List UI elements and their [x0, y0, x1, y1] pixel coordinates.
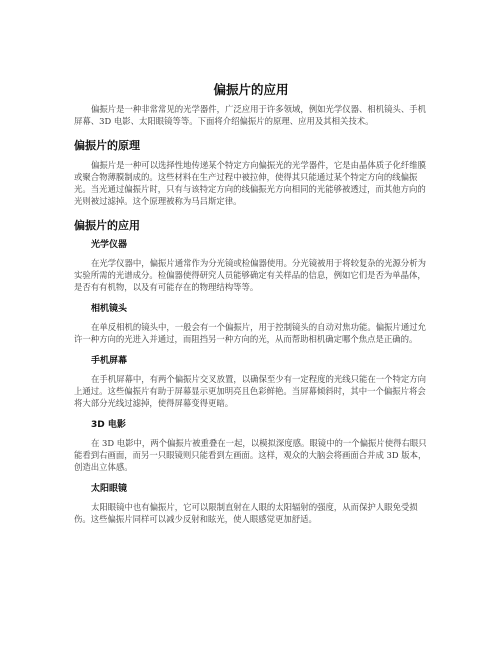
3d-movie-paragraph: 在 3D 电影中，两个偏振片被重叠在一起，以模拟深度感。眼镜中的一个偏振片使得右眼只能看到右画面，而另一只眼镜则只能看到左画面。这样，观众的大脑会将画面合并成 3D 版本，创造出立体感。 [74, 438, 427, 472]
subsection-heading-camera-lens: 相机镜头 [91, 304, 128, 314]
camera-lens-paragraph: 在单反相机的镜头中，一般会有一个偏振片，用于控制镜头的自动对焦功能。偏振片通过允许一种方向的光进入并通过，而阻挡另一种方向的光，从而帮助相机确定哪个焦点是正确的。 [74, 322, 426, 344]
subsection-heading-optical-instruments: 光学仪器 [91, 240, 128, 250]
subsection-heading-phone-screen: 手机屏幕 [91, 356, 128, 366]
sunglasses-paragraph: 太阳眼镜中也有偏振片，它可以限制直射在人眼的太阳辐射的强度，从而保护人眼免受损伤。这些偏振片同样可以减少反射和眩光，使人眼感觉更加舒适。 [74, 502, 418, 524]
section-heading-principle: 偏振片的原理 [74, 139, 140, 152]
section-heading-applications: 偏振片的应用 [74, 219, 140, 232]
document-body [74, 103, 434, 525]
intro-paragraph: 偏振片是一种非常常见的光学器件，广泛应用于许多领域，例如光学仪器、相机镜头、手机屏幕、3D 电影、太阳眼镜等等。下面将介绍偏振片的原理、应用及其相关技术。 [74, 104, 426, 126]
subsection-heading-sunglasses: 太阳眼镜 [91, 484, 128, 494]
subsection-heading-3d-movie: 3D 电影 [91, 420, 126, 430]
optical-instruments-paragraph: 在光学仪器中，偏振片通常作为分光镜或检偏器使用。分光镜被用于将较复杂的光源分析为实验所需的光谱成分。检偏器使得研究人员能够确定有关样品的信息，例如它们是否为单晶体，是否有有机物，以及有可能存在的物理结构等等。 [74, 258, 426, 292]
principle-paragraph: 偏振片是一种可以选择性地传递某个特定方向偏振光的光学器件，它是由晶体质子化纤维膜或聚合物薄膜制成的。这些材料在生产过程中被拉伸，使得其只能通过某个特定方向的线偏振光。当光通过偏振片时，只有与该特定方向的线偏振光方向相同的光能够被透过，而其他方向的光则被过滤掉。这个原理被称为马吕斯定律。 [74, 160, 426, 206]
phone-screen-paragraph: 在手机屏幕中，有两个偏振片交叉放置，以确保至少有一定程度的光线只能在一个特定方向上通过。这些偏振片有助于屏幕显示更加明亮且色彩鲜艳。当屏幕倾斜时，其中一个偏振片将会将大部分光线过滤掉，使得屏幕变得更暗。 [74, 374, 426, 408]
document-title: 偏振片的应用 [213, 82, 289, 97]
